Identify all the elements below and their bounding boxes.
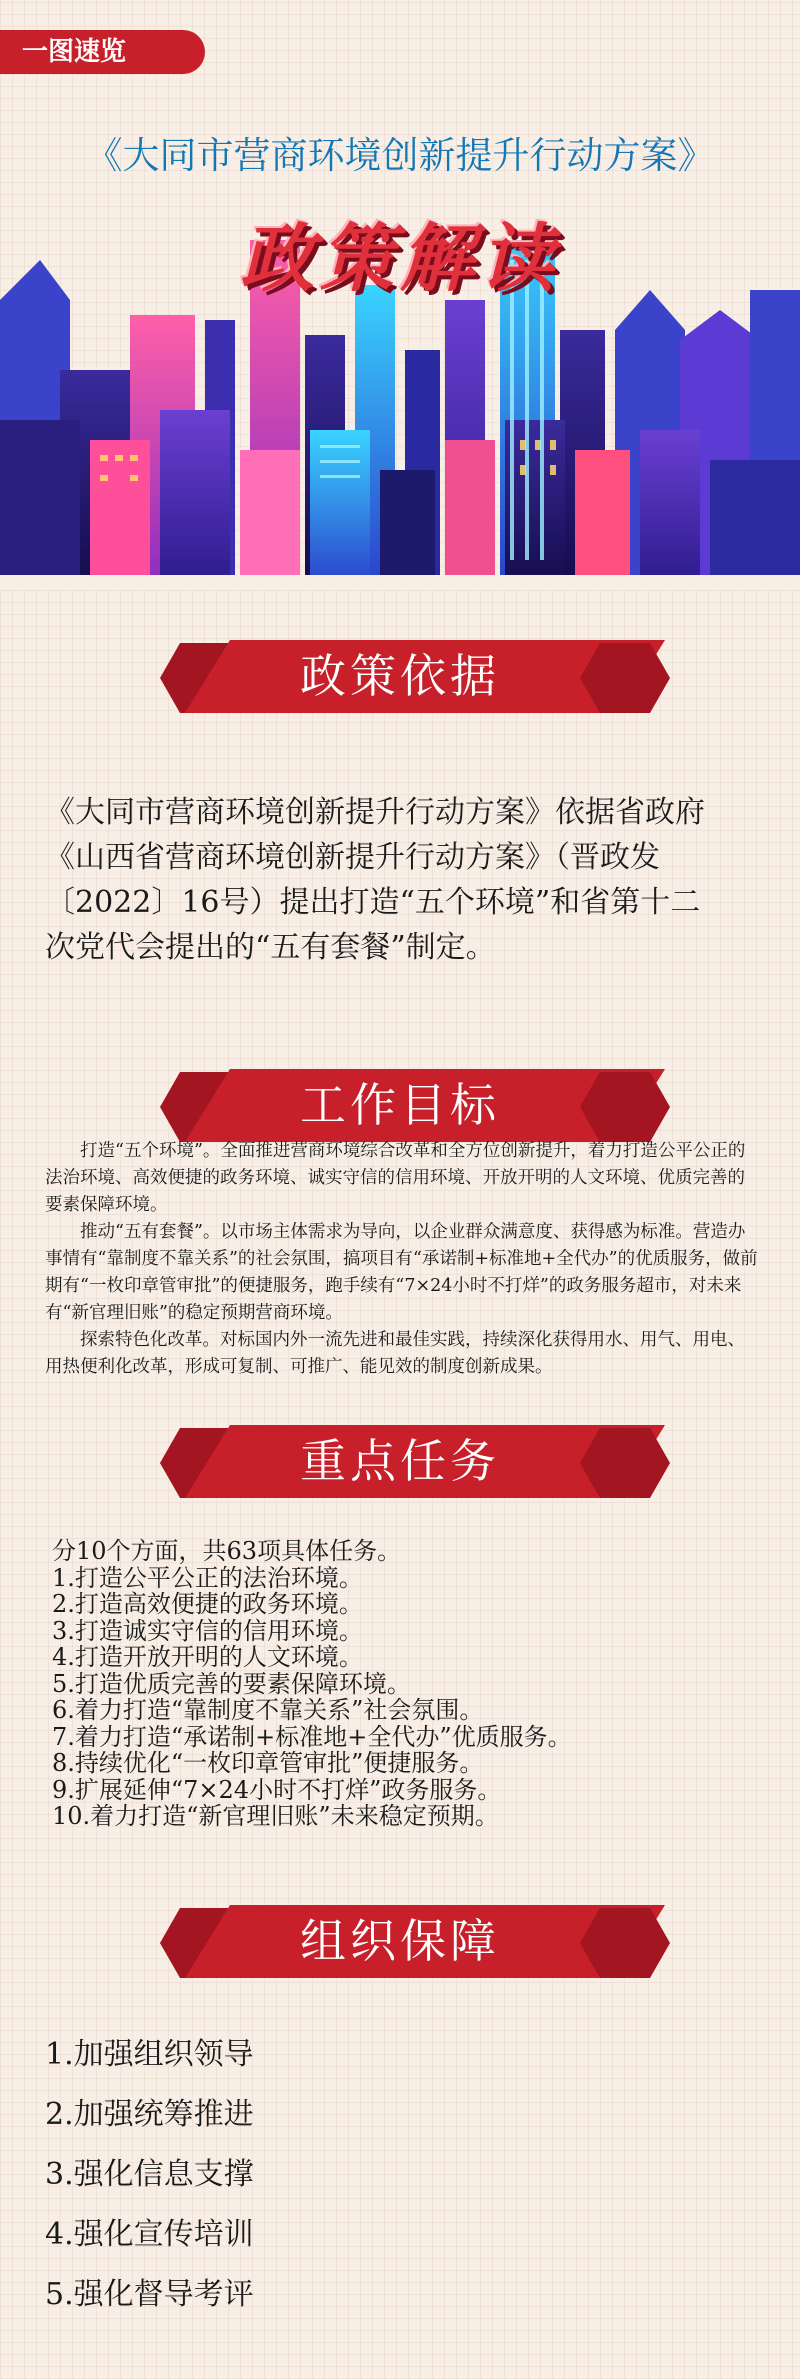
list-item: 7.着力打造“承诺制+标准地+全代办”优质服务。 [52, 1722, 572, 1751]
section-title: 工作目标 [300, 1078, 500, 1132]
list-item: 5.强化督导考评 [45, 2277, 254, 2312]
list-item: 2.打造高效便捷的政务环境。 [52, 1590, 363, 1618]
document-title: 《大同市营商环境创新提升行动方案》 [85, 134, 715, 177]
section-header-basis [0, 628, 800, 718]
section-title: 组织保障 [300, 1914, 500, 1968]
list-item: 4.打造开放开明的人文环境。 [52, 1643, 363, 1671]
section-header-org [0, 1893, 800, 1983]
list-item: 4.强化宣传培训 [45, 2217, 254, 2252]
section-title: 重点任务 [300, 1434, 500, 1488]
basis-line: 《大同市营商环境创新提升行动方案》依据省政府 [45, 795, 705, 830]
goals-text [45, 1138, 760, 1381]
list-item: 3.强化信息支撑 [45, 2157, 254, 2192]
list-item: 1.加强组织领导 [45, 2037, 254, 2072]
section-header-goals [0, 1057, 800, 1147]
basis-line: 〔2022〕16号）提出打造“五个环境”和省第十二 [45, 885, 701, 920]
list-item: 2.加强统筹推进 [45, 2097, 254, 2132]
list-item: 8.持续优化“一枚印章管审批”便捷服务。 [52, 1749, 484, 1777]
banner-title: 政策解读 [240, 216, 560, 302]
list-item: 1.打造公平公正的法治环境。 [52, 1563, 363, 1592]
section-header-tasks [0, 1413, 800, 1503]
basis-line: 《山西省营商环境创新提升行动方案》（晋政发 [45, 840, 660, 875]
goals-paragraph: 推动“五有套餐”。以市场主体需求为导向，以企业群众满意度、获得感为标准。营造办事情有“靠制度不靠关系”的社会氛围，搞项目有“承诺制+标准地+全代办”的优质服务，做前期有“一枚印章管审批”的便捷服务，跑手续有“7×24小时不打烊”的政务服务超市，对未来有“新官理旧账”的稳定预期营商环境。 [45, 1222, 758, 1323]
goals-paragraph: 探索特色化改革。对标国内外一流先进和最佳实践，持续深化获得用水、用气、用电、用热便利化改革，形成可复制、可推广、能见效的制度创新成果。 [45, 1330, 745, 1377]
section-title: 政策依据 [300, 649, 500, 703]
list-item: 10.着力打造“新官理旧账”未来稳定预期。 [52, 1802, 499, 1830]
list-item: 9.扩展延伸“7×24小时不打烊”政务服务。 [52, 1775, 502, 1804]
basis-text [45, 790, 765, 970]
goals-paragraph: 打造“五个环境”。全面推进营商环境综合改革和全方位创新提升，着力打造公平公正的法治环境、高效便捷的政务环境、诚实守信的信用环境、开放开明的人文环境、优质完善的要素保障环境。 [45, 1141, 746, 1215]
tasks-list [52, 1538, 772, 1830]
basis-line: 次党代会提出的“五有套餐”制定。 [45, 930, 496, 965]
tasks-intro: 分10个方面，共63项具体任务。 [52, 1537, 402, 1565]
list-item: 6.着力打造“靠制度不靠关系”社会氛围。 [52, 1696, 484, 1724]
section-tag: 一图速览 [0, 30, 205, 74]
org-list [45, 2025, 545, 2325]
list-item: 3.打造诚实守信的信用环境。 [52, 1616, 363, 1645]
list-item: 5.打造优质完善的要素保障环境。 [52, 1669, 411, 1698]
